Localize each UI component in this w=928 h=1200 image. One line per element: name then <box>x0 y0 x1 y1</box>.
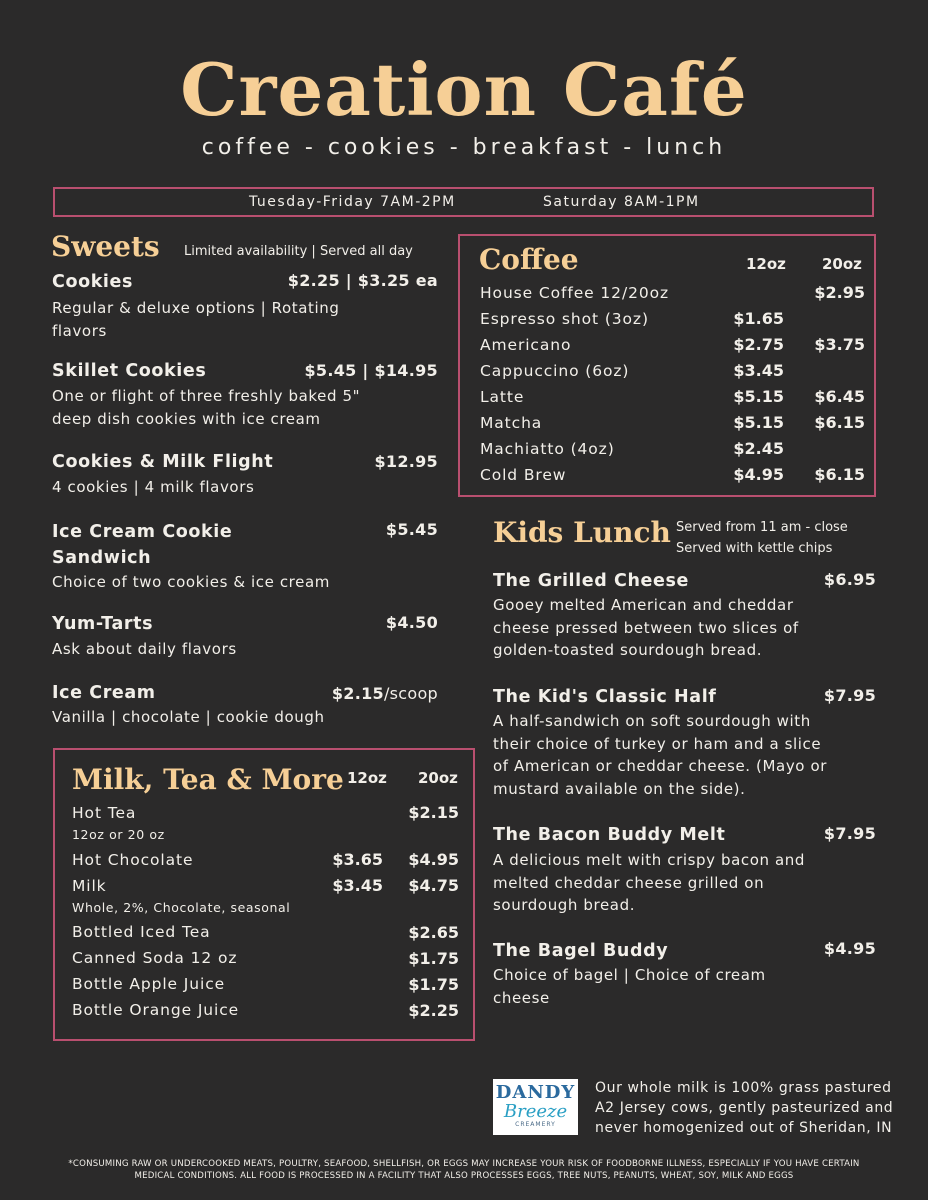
coffee-row-name: House Coffee 12/20oz <box>480 284 670 302</box>
milk-tea-row-name: Bottled Iced Tea <box>72 923 211 941</box>
tagline: coffee - cookies - breakfast - lunch <box>201 135 727 160</box>
hours-box <box>53 187 874 217</box>
milk-tea-row-price-20: $1.75 <box>408 975 459 994</box>
coffee-row-price-20: $3.75 <box>814 335 865 354</box>
coffee-row-name: Cold Brew <box>480 466 567 484</box>
coffee-row-price-12: $5.15 <box>733 387 784 406</box>
coffee-row-price-12: $5.15 <box>733 413 784 432</box>
kids-item-price: $6.95 <box>823 570 876 589</box>
sweets-item-price: $12.95 <box>374 452 438 471</box>
milk-tea-row-name: Canned Soda 12 oz <box>72 949 238 967</box>
milk-tea-row-price-20: $2.25 <box>408 1001 459 1020</box>
milk-tea-row-subnote: Whole, 2%, Chocolate, seasonal <box>72 900 291 915</box>
sweets-item-price: $5.45 | $14.95 <box>304 361 438 380</box>
milk-tea-row-subnote: 12oz or 20 oz <box>72 827 165 842</box>
milk-tea-col-20: 20oz <box>418 769 458 787</box>
kids-lunch-note: Served from 11 am - close <box>676 520 848 535</box>
milk-tea-row-name: Bottle Orange Juice <box>72 1001 240 1019</box>
hours-saturday: Saturday 8AM-1PM <box>543 194 700 210</box>
sweets-item-desc: 4 cookies | 4 milk flavors <box>52 478 255 496</box>
milk-tea-row-price-20: $1.75 <box>408 949 459 968</box>
kids-item-desc: A half-sandwich on soft sourdough with their choice of turkey or ham and a slice of American or cheddar cheese. (Mayo or mustard available on the side). <box>493 712 827 798</box>
milk-tea-row-name: Bottle Apple Juice <box>72 975 226 993</box>
sweets-item-desc: Regular & deluxe options | Rotating flavors <box>52 299 340 340</box>
logo-line-1: DANDY <box>495 1082 576 1103</box>
kids-item-name: The Bacon Buddy Melt <box>493 825 726 845</box>
coffee-title: Coffee <box>479 243 579 276</box>
sweets-item-desc: Vanilla | chocolate | cookie dough <box>52 708 325 726</box>
kids-item-price: $7.95 <box>823 686 876 705</box>
sweets-item-price: $4.50 <box>385 613 438 632</box>
coffee-row-price-20: $6.15 <box>814 413 865 432</box>
coffee-row-price-12: $2.75 <box>733 335 784 354</box>
coffee-row-price-20: $6.45 <box>814 387 865 406</box>
kids-item-name: The Kid's Classic Half <box>493 687 717 707</box>
sweets-item-name: Ice Cream <box>52 683 156 703</box>
milk-source-note: Our whole milk is 100% grass pastured A2 Jersey cows, gently pasteurized and never homogenized out of Sheridan, IN <box>595 1080 894 1136</box>
milk-tea-row-price-12: $3.65 <box>332 850 383 869</box>
allergen-disclaimer: *CONSUMING RAW OR UNDERCOOKED MEATS, POULTRY, SEAFOOD, SHELLFISH, OR EGGS MAY INCREASE YOUR RISK OF FOODBORNE ILLNESS, ESPECIALLY IF YOU HAVE CERTAIN MEDICAL CONDITIONS. ALL FOOD IS PROCESSED IN A FACILITY THAT ALSO PROCESSES EGGS, TREE NUTS, PEANUTS, WHEAT, SOY, MILK AND EGGS <box>68 1159 860 1181</box>
coffee-col-12: 12oz <box>746 255 786 273</box>
milk-tea-row-price-20: $4.95 <box>408 850 459 869</box>
sweets-item-name: Skillet Cookies <box>52 361 207 381</box>
sweets-item-name: Yum-Tarts <box>52 614 154 634</box>
sweets-title: Sweets <box>51 230 160 263</box>
coffee-row-name: Cappuccino (6oz) <box>480 362 630 380</box>
logo-line-3: CREAMERY <box>515 1121 556 1128</box>
dandy-breeze-logo <box>493 1079 578 1135</box>
kids-item-desc: A delicious melt with crispy bacon and melted cheddar cheese grilled on sourdough bread. <box>493 851 806 914</box>
page-title: Creation Café <box>180 47 748 132</box>
coffee-row-price-12: $4.95 <box>733 465 784 484</box>
sweets-note: Limited availability | Served all day <box>184 244 413 259</box>
kids-lunch-title: Kids Lunch <box>493 516 671 549</box>
milk-tea-row-price-20: $2.15 <box>408 803 459 822</box>
coffee-row-price-20: $2.95 <box>814 283 865 302</box>
kids-lunch-note: Served with kettle chips <box>676 541 833 556</box>
sweets-item-desc: Choice of two cookies & ice cream <box>52 573 330 591</box>
sweets-item-price: $2.15/scoop <box>331 684 438 703</box>
logo-line-2: Breeze <box>503 1101 568 1122</box>
milk-tea-col-12: 12oz <box>347 769 387 787</box>
hours-weekday: Tuesday-Friday 7AM-2PM <box>249 194 456 210</box>
kids-item-name: The Grilled Cheese <box>493 571 689 591</box>
coffee-row-price-12: $2.45 <box>733 439 784 458</box>
sweets-item-name: Ice Cream Cookie Sandwich <box>52 522 233 568</box>
kids-item-price: $7.95 <box>823 824 876 843</box>
milk-tea-row-name: Milk <box>72 877 107 895</box>
kids-item-price: $4.95 <box>823 939 876 958</box>
milk-tea-title: Milk, Tea & More <box>72 763 344 796</box>
kids-item-name: The Bagel Buddy <box>493 941 669 961</box>
coffee-row-name: Americano <box>480 336 572 354</box>
coffee-row-name: Espresso shot (3oz) <box>480 310 649 328</box>
sweets-item-price: $5.45 <box>385 520 438 539</box>
sweets-item-name: Cookies <box>52 272 134 292</box>
coffee-row-price-12: $3.45 <box>733 361 784 380</box>
milk-tea-row-price-20: $4.75 <box>408 876 459 895</box>
coffee-row-price-12: $1.65 <box>733 309 784 328</box>
kids-item-desc: Gooey melted American and cheddar cheese pressed between two slices of golden-toasted sourdough bread. <box>493 596 799 659</box>
sweets-item-desc: One or flight of three freshly baked 5" deep dish cookies with ice cream <box>52 387 361 428</box>
coffee-col-20: 20oz <box>822 255 862 273</box>
milk-tea-row-price-20: $2.65 <box>408 923 459 942</box>
milk-tea-row-name: Hot Chocolate <box>72 851 194 869</box>
milk-tea-row-price-12: $3.45 <box>332 876 383 895</box>
coffee-row-price-20: $6.15 <box>814 465 865 484</box>
kids-item-desc: Choice of bagel | Choice of cream cheese <box>493 966 766 1007</box>
sweets-item-price: $2.25 | $3.25 ea <box>287 271 438 290</box>
coffee-row-name: Matcha <box>480 414 543 432</box>
coffee-row-name: Latte <box>480 388 525 406</box>
coffee-row-name: Machiatto (4oz) <box>480 440 615 458</box>
sweets-item-name: Cookies & Milk Flight <box>52 452 274 472</box>
milk-tea-row-name: Hot Tea <box>72 804 137 822</box>
sweets-item-desc: Ask about daily flavors <box>52 640 237 658</box>
